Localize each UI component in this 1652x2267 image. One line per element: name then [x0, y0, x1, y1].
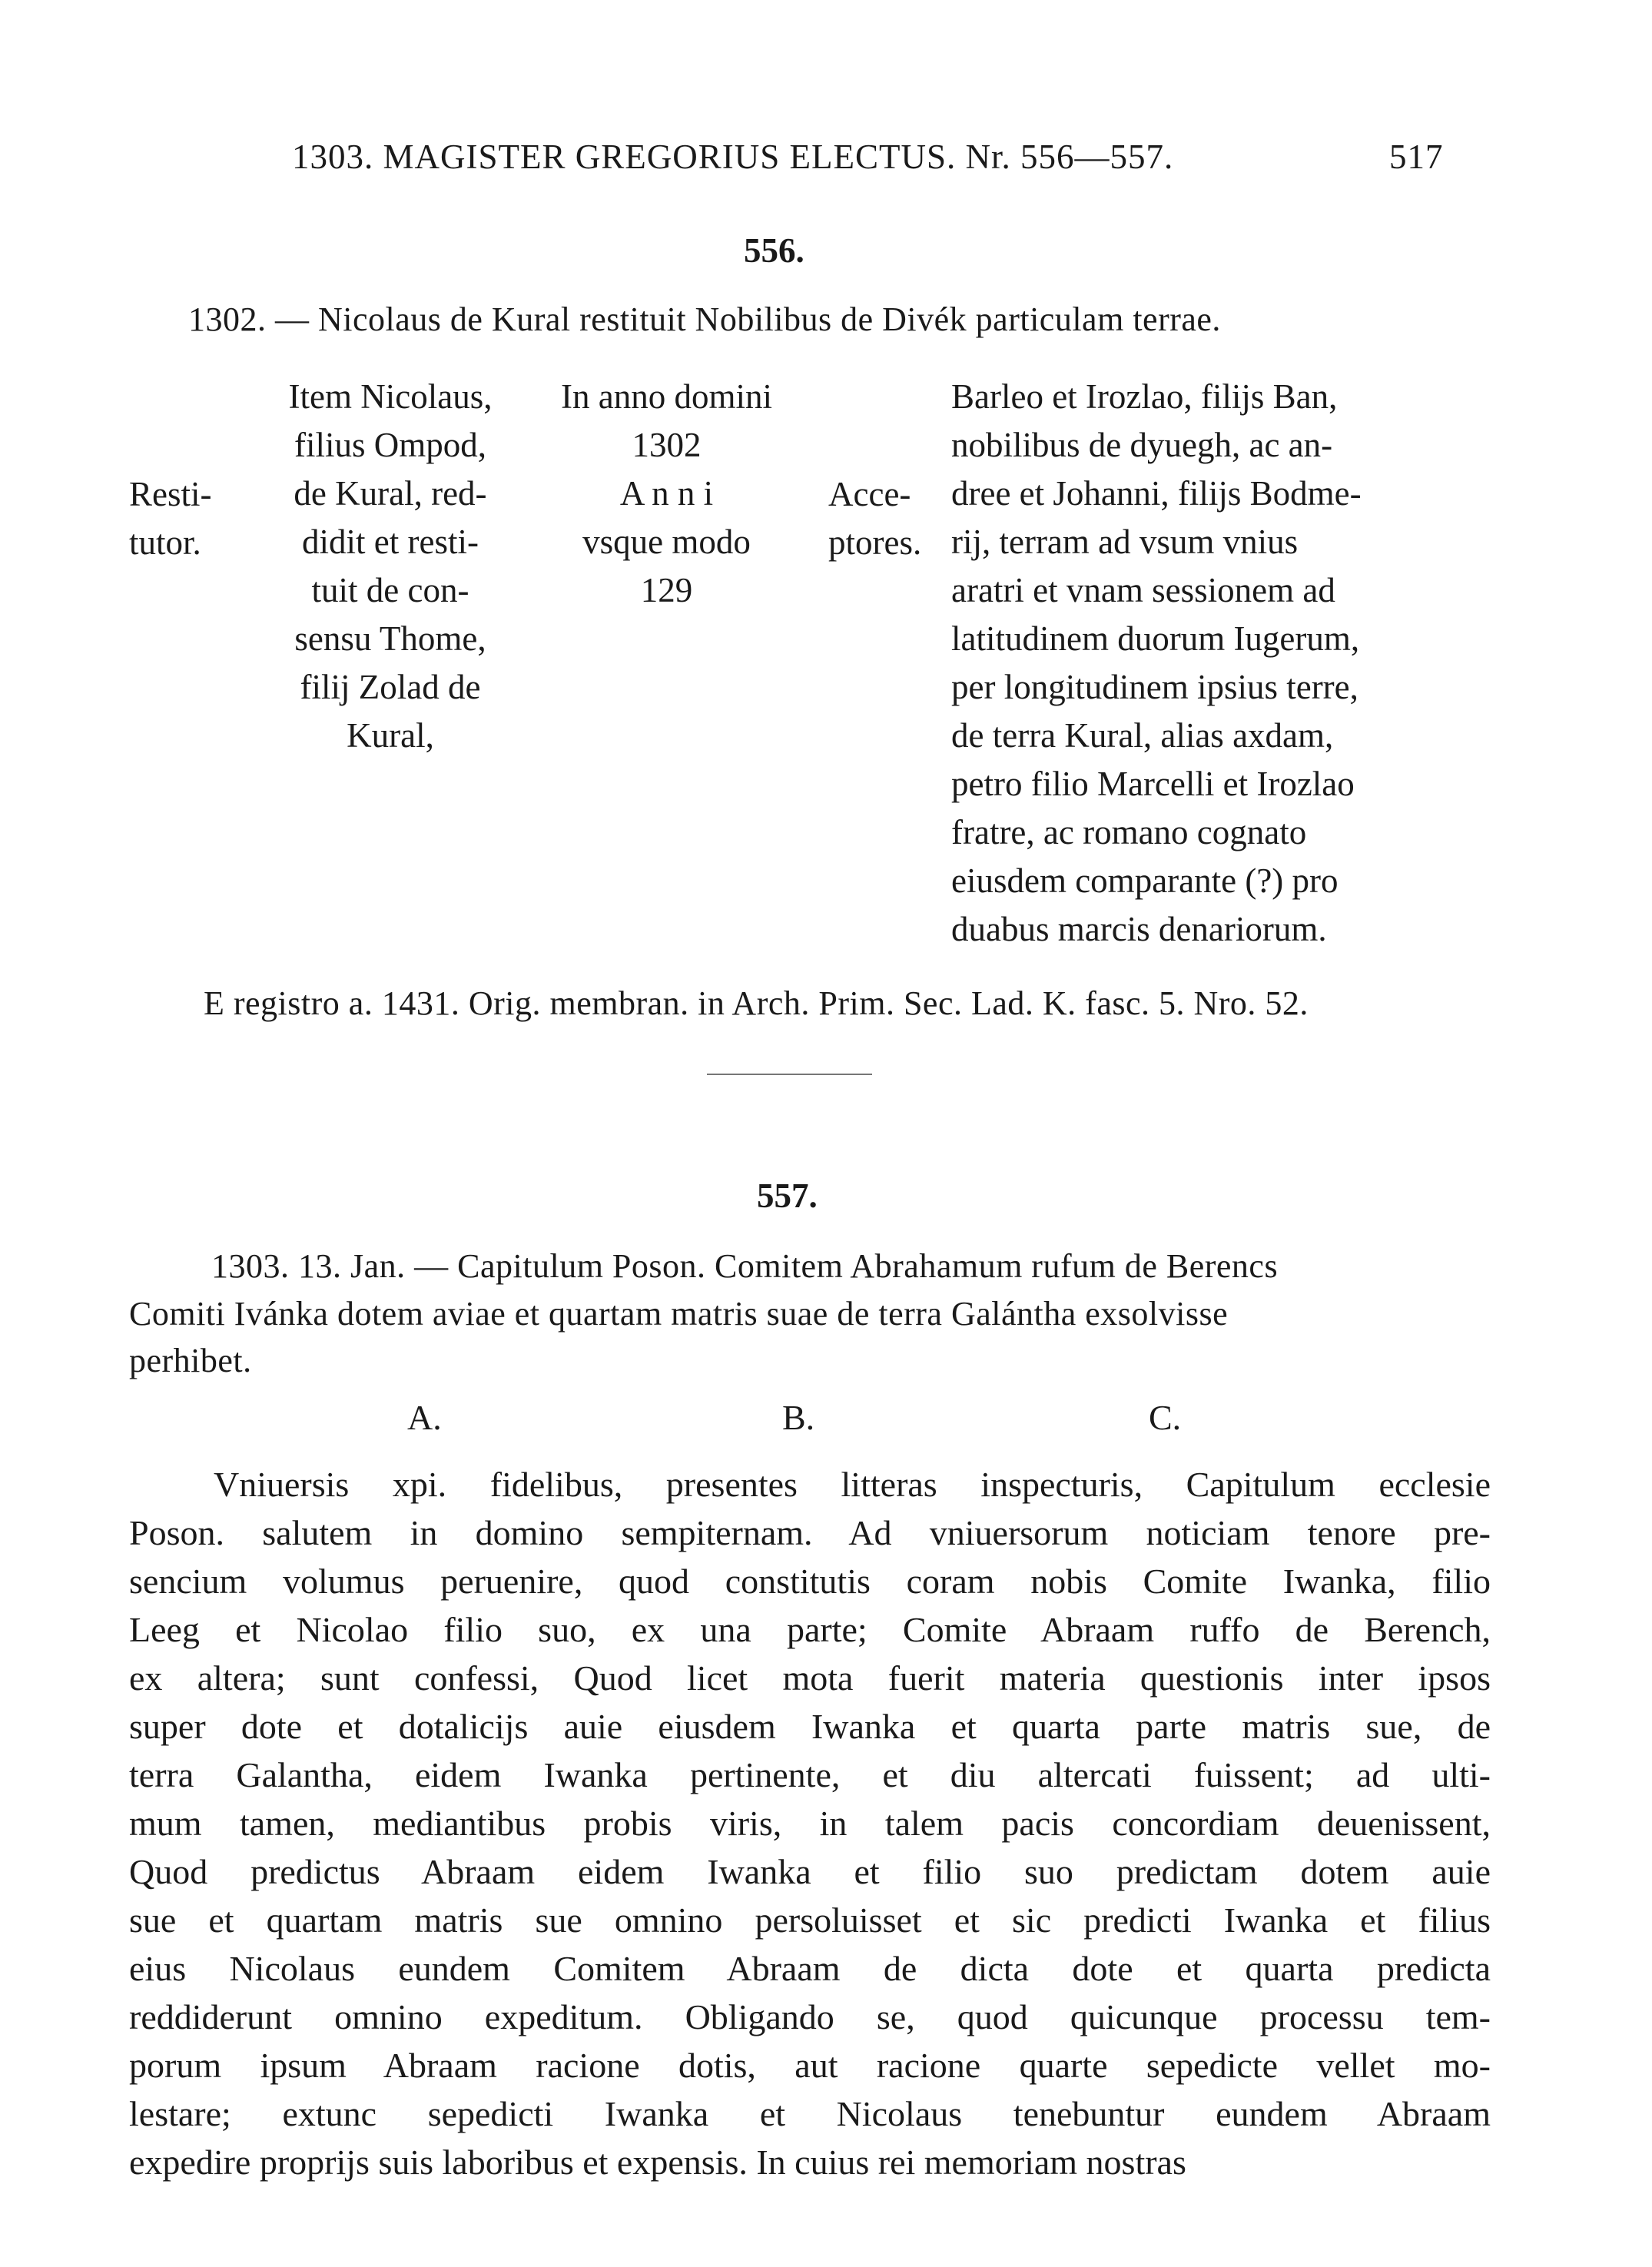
label-acceptores-line: ptores. [828, 523, 922, 562]
column-restitutor-text [244, 373, 536, 760]
label-acceptores-line: Acce- [828, 475, 911, 513]
variant-label-b: B. [782, 1398, 815, 1437]
text-line: Leeg et Nicolao filio suo, ex una parte; Comite Abraam ruffo de Berench, [129, 1610, 1491, 1649]
variant-label-c: C. [1149, 1398, 1182, 1437]
text-line: sencium volumus peruenire, quod constitutis coram nobis Comite Iwanka, filio [129, 1562, 1491, 1601]
column-line: dree et Johanni, filijs Bodme- [951, 474, 1362, 513]
column-line: Kural, [347, 716, 434, 755]
column-line: sensu Thome, [294, 619, 486, 658]
running-header-title: 1303. MAGISTER GREGORIUS ELECTUS. Nr. 556—557. [292, 138, 1174, 176]
document-number-556: 556. [744, 231, 804, 270]
source-note-556: E registro a. 1431. Orig. membran. in Arch. Prim. Sec. Lad. K. fasc. 5. Nro. 52. [204, 984, 1309, 1022]
label-restitutor [129, 470, 212, 567]
column-line: 129 [640, 571, 693, 609]
column-line: didit et resti- [302, 523, 479, 561]
column-line: latitudinem duorum Iugerum, [951, 619, 1360, 658]
column-line: petro filio Marcelli et Irozlao [951, 765, 1355, 803]
text-line: expedire proprijs suis laboribus et expensis. In cuius rei memoriam nostras [129, 2143, 1186, 2182]
section-divider [707, 1074, 872, 1075]
summary-557-line: 1303. 13. Jan. — Capitulum Poson. Comitem Abrahamum rufum de Berencs [211, 1247, 1279, 1285]
document-number-557: 557. [757, 1177, 818, 1215]
label-restitutor-line: Resti- [129, 475, 212, 513]
column-line: aratri et vnam sessionem ad [951, 571, 1335, 609]
column-line: A n n i [619, 474, 714, 513]
charter-text-557 [129, 1460, 1491, 2186]
text-line: sue et quartam matris sue omnino persoluisset et sic predicti Iwanka et filius [129, 1900, 1491, 1940]
summary-556: 1302. — Nicolaus de Kural restituit Nobilibus de Divék particulam terrae. [188, 300, 1221, 338]
column-date [534, 373, 799, 615]
column-line: duabus marcis denariorum. [951, 910, 1327, 948]
column-line: 1302 [632, 426, 702, 464]
text-line: porum ipsum Abraam racione dotis, aut racione quarte sepedicte vellet mo- [129, 2046, 1491, 2085]
label-acceptores [828, 470, 921, 567]
label-restitutor-line: tutor. [129, 523, 201, 562]
column-line: de Kural, red- [294, 474, 487, 513]
column-line: filij Zolad de [300, 668, 481, 706]
column-line: filius Ompod, [294, 426, 486, 464]
text-line: lestare; extunc sepedicti Iwanka et Nicolaus tenebuntur eundem Abraam [129, 2094, 1491, 2133]
text-line: super dote et dotalicijs auie eiusdem Iwanka et quarta parte matris sue, de [129, 1707, 1491, 1746]
column-line: Item Nicolaus, [288, 377, 493, 416]
text-line: Vniuersis xpi. fidelibus, presentes litteras inspecturis, Capitulum ecclesie [214, 1465, 1491, 1504]
summary-557-line: Comiti Ivánka dotem aviae et quartam matris suae de terra Galántha exsolvisse [129, 1295, 1229, 1333]
summary-557-line: perhibet. [129, 1342, 252, 1379]
column-line: fratre, ac romano cognato [951, 813, 1307, 851]
text-line: mum tamen, mediantibus probis viris, in talem pacis concordiam deuenissent, [129, 1804, 1491, 1843]
text-line: Quod predictus Abraam eidem Iwanka et filio suo predictam dotem auie [129, 1852, 1491, 1891]
column-line: tuit de con- [311, 571, 469, 609]
column-acceptores-text [951, 373, 1362, 954]
column-line: de terra Kural, alias axdam, [951, 716, 1334, 755]
text-line: reddiderunt omnino expeditum. Obligando se, quod quicunque processu tem- [129, 1997, 1491, 2036]
text-line: eius Nicolaus eundem Comitem Abraam de dicta dote et quarta predicta [129, 1949, 1491, 1988]
text-line: ex altera; sunt confessi, Quod licet mota fuerit materia questionis inter ipsos [129, 1658, 1491, 1698]
column-line: per longitudinem ipsius terre, [951, 668, 1358, 706]
column-line: eiusdem comparante (?) pro [951, 861, 1339, 900]
variant-label-a: A. [407, 1398, 442, 1437]
column-line: rij, terram ad vsum vnius [951, 523, 1299, 561]
column-line: Barleo et Irozlao, filijs Ban, [951, 377, 1338, 416]
text-line: Poson. salutem in domino sempiternam. Ad vniuersorum noticiam tenore pre- [129, 1513, 1491, 1552]
column-line: vsque modo [582, 523, 751, 561]
page-number: 517 [1389, 138, 1444, 176]
column-line: In anno domini [561, 377, 772, 416]
column-line: nobilibus de dyuegh, ac an- [951, 426, 1333, 464]
text-line: terra Galantha, eidem Iwanka pertinente, et diu altercati fuissent; ad ulti- [129, 1755, 1491, 1794]
